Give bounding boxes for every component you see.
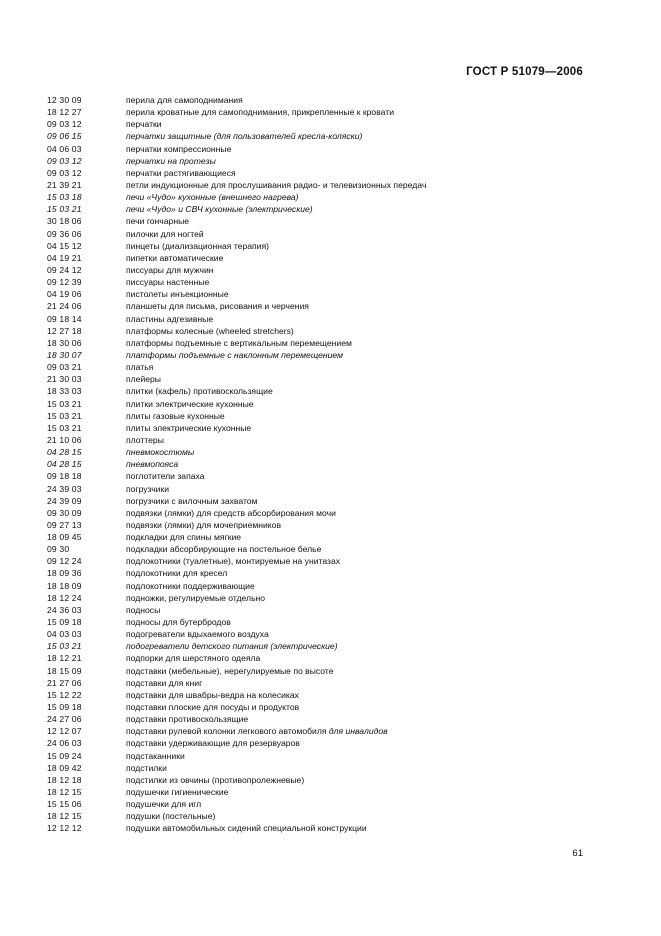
entry-term	[126, 737, 607, 749]
index-entry	[47, 313, 607, 325]
entry-term-text: подставки удерживающие для резервуаров	[126, 738, 300, 749]
entry-code: 12 27 18	[47, 325, 82, 336]
entry-term	[126, 665, 607, 677]
entry-term-text: пластины адгезивные	[126, 313, 214, 324]
index-entry	[47, 349, 607, 361]
entry-code: 21 24 06	[47, 301, 82, 312]
page-number: 61	[572, 848, 583, 859]
entry-term-text: подножки, регулируемые отдельно	[126, 592, 266, 603]
entry-code: 15 09 18	[47, 702, 82, 713]
entry-term-text: подстаканники	[126, 750, 185, 761]
entry-term-text: пипетки автоматические	[126, 252, 224, 263]
entry-term	[126, 786, 607, 798]
entry-term	[126, 810, 607, 822]
entry-term-text: плитки электрические кухонные	[126, 398, 254, 409]
entry-code: 18 12 24	[47, 592, 82, 603]
index-entry	[47, 203, 607, 215]
entry-term-text: подкладки абсорбирующие на постельное белье	[126, 544, 322, 555]
index-entry	[47, 300, 607, 312]
entry-term	[126, 652, 607, 664]
entry-code: 18 30 07	[47, 349, 82, 360]
entry-term-text: подставки плоские для посуды и продуктов	[126, 702, 300, 713]
entry-term	[126, 167, 607, 179]
entry-code: 09 12 24	[47, 556, 82, 567]
entry-code: 18 12 18	[47, 774, 82, 785]
entry-term	[126, 446, 607, 458]
entry-term-text: писсуары для мужчин	[126, 264, 214, 275]
entry-term-text: подвязки (лямки) для средств абсорбирования мочи	[126, 507, 336, 518]
entry-code: 12 12 07	[47, 726, 82, 737]
entry-code: 15 12 22	[47, 689, 82, 700]
entry-term-text: печи гончарные	[126, 216, 190, 227]
entry-code: 04 28 15	[47, 447, 82, 458]
entry-term	[126, 373, 607, 385]
entry-term	[126, 240, 607, 252]
index-entry	[47, 167, 607, 179]
entry-code: 21 27 06	[47, 677, 82, 688]
entry-term	[126, 300, 607, 312]
entry-code: 09 18 18	[47, 471, 82, 482]
entry-term	[126, 313, 607, 325]
entry-term-text: подносы для бутербродов	[126, 617, 231, 628]
entry-term	[126, 531, 607, 543]
entry-term	[126, 179, 607, 191]
entry-term	[126, 543, 607, 555]
index-entry	[47, 373, 607, 385]
entry-term-text: печи «Чудо» кухонные (внешнего нагрева)	[126, 192, 299, 203]
entry-term-text: поглотители запаха	[126, 471, 205, 482]
entry-term	[126, 677, 607, 689]
entry-code: 15 03 21	[47, 398, 82, 409]
entry-term-text: подогреватели детского питания (электрические)	[126, 641, 338, 652]
entry-code: 24 39 09	[47, 495, 82, 506]
entry-term-text: подставки противоскользящие	[126, 714, 249, 725]
entry-code: 09 36 06	[47, 228, 82, 239]
entry-term-text: платья	[126, 362, 154, 373]
entry-term-text: подстилки из овчины (противопролежневые)	[126, 774, 305, 785]
entry-term	[126, 713, 607, 725]
entry-term-text: плитки (кафель) противоскользящие	[126, 386, 273, 397]
entry-term-text: плиты электрические кухонные	[126, 422, 252, 433]
entry-code: 18 12 27	[47, 107, 82, 118]
entry-code: 21 30 03	[47, 374, 82, 385]
entry-term	[126, 507, 607, 519]
entry-code: 24 06 03	[47, 738, 82, 749]
entry-code: 15 15 06	[47, 799, 82, 810]
entry-term-text: подставки рулевой колонки легкового автомобиля	[126, 726, 327, 737]
entry-term	[126, 203, 607, 215]
entry-term-italic-suffix: для инвалидов	[328, 726, 388, 737]
entry-term-text: петли индукционные для прослушивания радио- и телевизионных передач	[126, 179, 427, 190]
entry-term	[126, 252, 607, 264]
entry-term	[126, 483, 607, 495]
index-entry	[47, 155, 607, 167]
index-entry	[47, 725, 607, 737]
index-entry	[47, 701, 607, 713]
entry-term	[126, 604, 607, 616]
index-entry	[47, 337, 607, 349]
index-entry	[47, 543, 607, 555]
entry-code: 09 03 12	[47, 167, 82, 178]
index-entry	[47, 689, 607, 701]
entry-term-text: пистолеты инъекционные	[126, 289, 229, 300]
entry-term	[126, 143, 607, 155]
index-entry	[47, 567, 607, 579]
entry-term-text: подушечки для игл	[126, 799, 202, 810]
entry-code: 15 03 21	[47, 410, 82, 421]
index-entry	[47, 495, 607, 507]
index-entry	[47, 713, 607, 725]
index-entry	[47, 361, 607, 373]
index-entry	[47, 94, 607, 106]
document-header: ГОСТ Р 51079—2006	[466, 66, 583, 78]
entry-term-text: подкладки для спины мягкие	[126, 532, 242, 543]
entry-term-text: подушки автомобильных сидений специальной конструкции	[126, 823, 367, 834]
entry-term-text: подлокотники для кресел	[126, 568, 228, 579]
entry-term	[126, 361, 607, 373]
entry-term	[126, 822, 607, 834]
entry-term-text: плоттеры	[126, 434, 164, 445]
entry-code: 18 12 21	[47, 653, 82, 664]
entry-term	[126, 434, 607, 446]
entry-term-text: погрузчики с вилочным захватом	[126, 495, 258, 506]
entry-term	[126, 750, 607, 762]
entry-code: 21 39 21	[47, 179, 82, 190]
entry-term	[126, 689, 607, 701]
index-entry	[47, 240, 607, 252]
entry-code: 15 03 18	[47, 192, 82, 203]
entry-term	[126, 288, 607, 300]
entry-term	[126, 555, 607, 567]
entry-code: 18 30 06	[47, 337, 82, 348]
index-entry	[47, 580, 607, 592]
entry-term	[126, 276, 607, 288]
index-entry	[47, 264, 607, 276]
entry-code: 15 03 21	[47, 204, 82, 215]
entry-term-text: пневмокостюмы	[126, 447, 195, 458]
index-entry	[47, 483, 607, 495]
entry-code: 12 30 09	[47, 95, 82, 105]
index-entry	[47, 810, 607, 822]
entry-code: 18 09 42	[47, 762, 82, 773]
index-entry	[47, 398, 607, 410]
entry-code: 04 19 06	[47, 289, 82, 300]
entry-code: 09 03 12	[47, 155, 82, 166]
entry-code: 09 12 39	[47, 277, 82, 288]
entry-term-text: перила для самоподнимания	[126, 95, 243, 105]
index-entry	[47, 434, 607, 446]
entry-term	[126, 774, 607, 786]
entry-term-text: писсуары настенные	[126, 277, 210, 288]
index-entry	[47, 106, 607, 118]
entry-term-text: плейеры	[126, 374, 161, 385]
entry-code: 15 03 21	[47, 422, 82, 433]
entry-code: 18 12 15	[47, 787, 82, 798]
entry-term	[126, 725, 607, 737]
index-entry	[47, 458, 607, 470]
entry-term-text: подушечки гигиенические	[126, 787, 229, 798]
entry-term	[126, 458, 607, 470]
entry-term	[126, 155, 607, 167]
index-entry	[47, 410, 607, 422]
index-entry	[47, 325, 607, 337]
entry-term	[126, 422, 607, 434]
index-entry	[47, 750, 607, 762]
entry-code: 09 03 12	[47, 119, 82, 130]
index-entry	[47, 143, 607, 155]
entry-term-text: подставки для книг	[126, 677, 203, 688]
entry-term-text: плиты газовые кухонные	[126, 410, 225, 421]
entry-term-text: перила кроватные для самоподнимания, прикрепленные к кровати	[126, 107, 394, 118]
entry-code: 12 12 12	[47, 823, 82, 834]
index-entry	[47, 640, 607, 652]
entry-code: 04 28 15	[47, 459, 82, 470]
index-entry	[47, 422, 607, 434]
index-entry	[47, 652, 607, 664]
entry-term	[126, 349, 607, 361]
entry-code: 09 03 21	[47, 362, 82, 373]
entry-code: 04 03 03	[47, 629, 82, 640]
index-entry	[47, 519, 607, 531]
entry-code: 09 30	[47, 544, 70, 555]
entry-code: 15 09 18	[47, 617, 82, 628]
entry-code: 09 30 09	[47, 507, 82, 518]
entry-term-text: подвязки (лямки) для мочеприемников	[126, 519, 282, 530]
entry-code: 09 24 12	[47, 264, 82, 275]
entry-term-text: перчатки защитные (для пользователей кресла-коляски)	[126, 131, 363, 142]
entry-term-text: погрузчики	[126, 483, 170, 494]
entry-term	[126, 701, 607, 713]
entry-code: 18 15 09	[47, 665, 82, 676]
index-entry	[47, 665, 607, 677]
index-entry	[47, 628, 607, 640]
entry-term-text: перчатки	[126, 119, 162, 130]
entry-term	[126, 628, 607, 640]
entry-code: 24 36 03	[47, 604, 82, 615]
entry-term-text: пинцеты (диализационная терапия)	[126, 240, 269, 251]
index-entry	[47, 822, 607, 834]
entry-term-text: печи «Чудо» и СВЧ кухонные (электрические)	[126, 204, 313, 215]
index-entry	[47, 130, 607, 142]
entry-code: 04 19 21	[47, 252, 82, 263]
entry-code: 09 27 13	[47, 519, 82, 530]
index-entry	[47, 604, 607, 616]
entry-term	[126, 215, 607, 227]
entry-term	[126, 106, 607, 118]
index-entry	[47, 252, 607, 264]
entry-term	[126, 130, 607, 142]
entry-term	[126, 519, 607, 531]
index-entry	[47, 385, 607, 397]
entry-term	[126, 264, 607, 276]
entry-term-text: перчатки на протезы	[126, 155, 216, 166]
entry-term-text: планшеты для письма, рисования и черчения	[126, 301, 309, 312]
entry-code: 09 18 14	[47, 313, 82, 324]
entry-term-text: подставки (мебельные), нерегулируемые по высоте	[126, 665, 334, 676]
index-entry	[47, 737, 607, 749]
entry-term-text: подлокотники поддерживающие	[126, 580, 255, 591]
entry-term-text: пилочки для ногтей	[126, 228, 204, 239]
entry-term	[126, 385, 607, 397]
entry-code: 24 39 03	[47, 483, 82, 494]
entry-code: 30 18 06	[47, 216, 82, 227]
index-entry	[47, 507, 607, 519]
entry-term-text: подносы	[126, 604, 161, 615]
entry-code: 24 27 06	[47, 714, 82, 725]
entry-term	[126, 118, 607, 130]
entry-term-text: платформы колесные (wheeled stretchers)	[126, 325, 294, 336]
entry-code: 18 33 03	[47, 386, 82, 397]
index-entry	[47, 446, 607, 458]
entry-term	[126, 337, 607, 349]
entry-term-text: подставки для швабры-ведра на колесиках	[126, 689, 299, 700]
entry-term	[126, 325, 607, 337]
index-entry	[47, 555, 607, 567]
index-entry	[47, 762, 607, 774]
entry-term	[126, 228, 607, 240]
term-index-list	[47, 94, 607, 835]
entry-term-text: подстилки	[126, 762, 167, 773]
entry-term	[126, 94, 607, 106]
entry-code: 15 03 21	[47, 641, 82, 652]
entry-term	[126, 592, 607, 604]
entry-term-text: перчатки растягивающиеся	[126, 167, 236, 178]
index-entry	[47, 592, 607, 604]
entry-code: 15 09 24	[47, 750, 82, 761]
entry-term	[126, 567, 607, 579]
entry-code: 18 09 36	[47, 568, 82, 579]
entry-term-text: подлокотники (туалетные), монтируемые на унитазах	[126, 556, 341, 567]
entry-term	[126, 410, 607, 422]
entry-code: 21 10 06	[47, 434, 82, 445]
index-entry	[47, 786, 607, 798]
index-entry	[47, 798, 607, 810]
entry-code: 18 12 15	[47, 811, 82, 822]
index-entry	[47, 215, 607, 227]
entry-term	[126, 470, 607, 482]
entry-code: 09 06 15	[47, 131, 82, 142]
index-entry	[47, 616, 607, 628]
index-entry	[47, 470, 607, 482]
index-entry	[47, 228, 607, 240]
index-entry	[47, 276, 607, 288]
entry-code: 18 09 45	[47, 532, 82, 543]
entry-term-text: подпорки для шерстяного одеяла	[126, 653, 261, 664]
entry-term	[126, 191, 607, 203]
entry-term-text: платформы подъемные с вертикальным перемещением	[126, 337, 352, 348]
entry-term-text: пневмопояса	[126, 459, 179, 470]
index-entry	[47, 531, 607, 543]
entry-term	[126, 580, 607, 592]
index-entry	[47, 191, 607, 203]
entry-term	[126, 798, 607, 810]
entry-term-text: подогреватели вдыхаемого воздуха	[126, 629, 269, 640]
entry-term	[126, 495, 607, 507]
entry-term	[126, 762, 607, 774]
entry-term	[126, 398, 607, 410]
entry-term-text: платформы подъемные с наклонным перемещением	[126, 349, 344, 360]
entry-code: 18 18 09	[47, 580, 82, 591]
entry-code: 04 06 03	[47, 143, 82, 154]
entry-term-text: перчатки компрессионные	[126, 143, 232, 154]
index-entry	[47, 288, 607, 300]
entry-term-text: подушки (постельные)	[126, 811, 216, 822]
entry-term	[126, 640, 607, 652]
index-entry	[47, 774, 607, 786]
index-entry	[47, 179, 607, 191]
entry-code: 04 15 12	[47, 240, 82, 251]
index-entry	[47, 118, 607, 130]
index-entry	[47, 677, 607, 689]
entry-term	[126, 616, 607, 628]
